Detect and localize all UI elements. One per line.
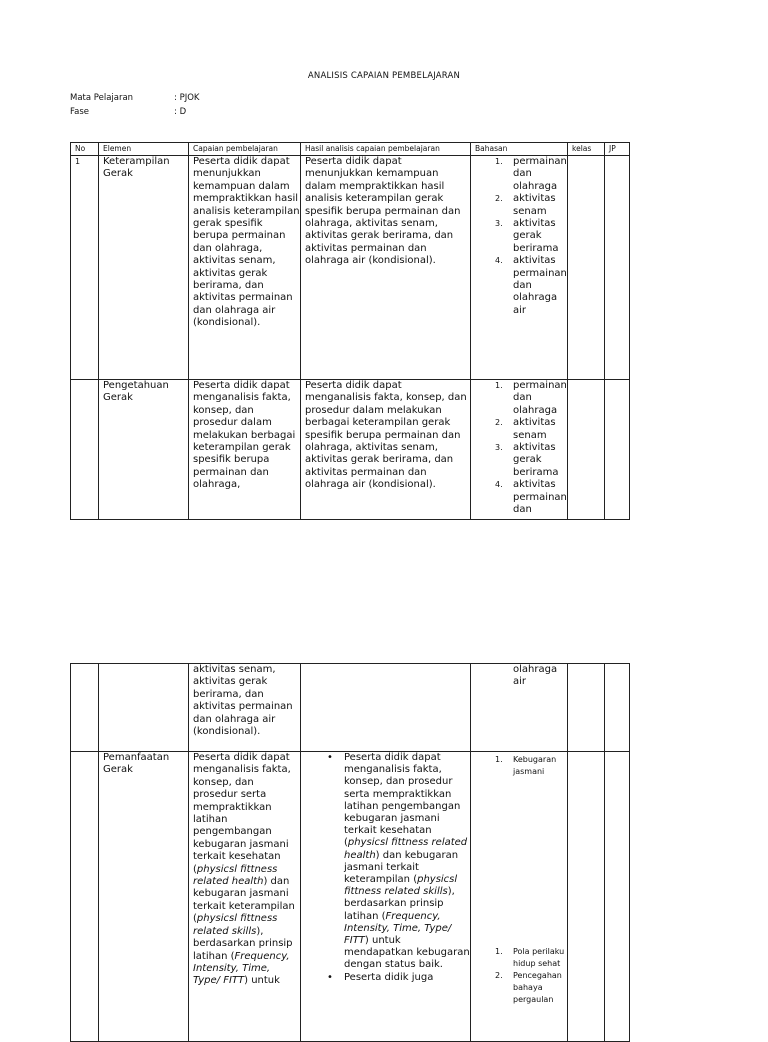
cell-hasil xyxy=(301,752,471,1042)
cell-hasil xyxy=(301,664,471,752)
cell-no: 1 xyxy=(71,156,99,380)
cell-jp xyxy=(605,380,630,520)
table-header-row xyxy=(71,143,630,156)
cell-kelas xyxy=(568,664,605,752)
header-kelas: kelas xyxy=(568,143,605,156)
cell-capaian: aktivitas senam, aktivitas gerak berirama, dan aktivitas permainan dan olahraga air (kondisional). xyxy=(189,664,301,752)
list-item: • Peserta didik dapat menganalisis fakta, konsep, dan prosedur serta mempraktikkan latihan pengembangan kebugaran jasmani terkait kesehatan (physicsl fittness related health) dan kebugaran jasmani terkait keterampilan (physicsl fittness related skills), berdasarkan prinsip latihan (Frequency, Intensity, Time, Type/ FITT) untuk mendapatkan kebugaran dengan status baik. xyxy=(327,752,470,971)
cell-elemen xyxy=(99,664,189,752)
header-capaian: Capaian pembelajaran xyxy=(189,143,301,156)
meta-value: : PJOK xyxy=(174,93,200,103)
header-no: No xyxy=(71,143,99,156)
list-item: 3. aktivitas gerak berirama xyxy=(495,442,559,478)
table-row xyxy=(71,752,630,1042)
table-row xyxy=(71,664,630,752)
cell-hasil: Peserta didik dapat menunjukkan kemampuan dalam mempraktikkan hasil analisis keterampilan gerak spesifik berupa permainan dan olahraga, aktivitas senam, aktivitas gerak berirama, dan aktivitas permainan dan olahraga air (kondisional). xyxy=(301,156,471,380)
bahasan-list xyxy=(475,752,567,778)
bahasan-list xyxy=(475,380,567,516)
meta-row-subject xyxy=(70,93,199,103)
header-bahasan: Bahasan xyxy=(471,143,568,156)
analysis-table-page1 xyxy=(70,142,630,520)
cell-hasil: Peserta didik dapat menganalisis fakta, konsep, dan prosedur dalam melakukan berbagai keterampilan gerak spesifik berupa permainan dan olahraga, aktivitas senam, aktivitas gerak berirama, dan aktivitas permainan dan olahraga air (kondisional). xyxy=(301,380,471,520)
bahasan-list xyxy=(475,156,567,317)
cell-no xyxy=(71,380,99,520)
list-item: 1. Kebugaran jasmani xyxy=(495,755,557,776)
bahasan-list xyxy=(475,946,567,1006)
cell-capaian: Peserta didik dapat menganalisis fakta, konsep, dan prosedur serta mempraktikkan latihan pengembangan kebugaran jasmani terkait kesehatan (physicsl fittness related health) dan kebugaran jasmani terkait keterampilan (physicsl fittness related skills), berdasarkan prinsip latihan (Frequency, Intensity, Time, Type/ FITT) untuk xyxy=(189,752,301,1042)
cell-capaian: Peserta didik dapat menganalisis fakta, konsep, dan prosedur dalam melakukan berbagai keterampilan gerak spesifik berupa permainan dan olahraga, xyxy=(189,380,301,520)
header-jp: JP xyxy=(605,143,630,156)
cell-elemen: Keterampilan Gerak xyxy=(99,156,189,380)
cell-no xyxy=(71,752,99,1042)
cell-jp xyxy=(605,752,630,1042)
meta-value: : D xyxy=(174,107,187,117)
list-item: 2. aktivitas senam xyxy=(495,417,556,441)
list-item: 2. aktivitas senam xyxy=(495,193,556,217)
cell-bahasan xyxy=(471,380,568,520)
cell-kelas xyxy=(568,156,605,380)
cell-capaian: Peserta didik dapat menunjukkan kemampuan dalam mempraktikkan hasil analisis keterampilan gerak spesifik berupa permainan dan olahraga, aktivitas senam, aktivitas gerak berirama, dan aktivitas permainan dan olahraga air (kondisional). xyxy=(189,156,301,380)
cell-bahasan xyxy=(471,156,568,380)
table-row xyxy=(71,380,630,520)
analysis-table-page2 xyxy=(70,663,630,1042)
list-item: 1. permainan dan olahraga xyxy=(495,380,567,416)
list-item: 1. permainan dan olahraga xyxy=(495,156,567,192)
list-item: 4. aktivitas permainan dan olahraga air xyxy=(495,255,567,316)
list-item: 3. aktivitas gerak berirama xyxy=(495,218,559,254)
table-row xyxy=(71,156,630,380)
meta-row-phase xyxy=(70,107,186,117)
cell-kelas xyxy=(568,380,605,520)
cell-elemen: Pengetahuan Gerak xyxy=(99,380,189,520)
meta-label: Fase xyxy=(70,107,89,117)
list-item: 2. Pencegahan bahaya pergaulan xyxy=(495,971,562,1004)
meta-label: Mata Pelajaran xyxy=(70,93,134,103)
list-item: • Peserta didik juga xyxy=(327,971,434,983)
cell-no xyxy=(71,664,99,752)
list-item: 1. Pola perilaku hidup sehat xyxy=(495,947,565,968)
header-hasil: Hasil analisis capaian pembelajaran xyxy=(301,143,471,156)
cell-jp xyxy=(605,664,630,752)
list-item: 4. aktivitas permainan dan xyxy=(495,479,567,516)
cell-bahasan: olahraga air xyxy=(471,664,568,752)
hasil-bullet-list xyxy=(305,752,470,984)
cell-jp xyxy=(605,156,630,380)
header-elemen: Elemen xyxy=(99,143,189,156)
cell-kelas xyxy=(568,752,605,1042)
document-title: ANALISIS CAPAIAN PEMBELAJARAN xyxy=(307,71,461,81)
cell-elemen: Pemanfaatan Gerak xyxy=(99,752,189,1042)
cell-bahasan xyxy=(471,752,568,1042)
